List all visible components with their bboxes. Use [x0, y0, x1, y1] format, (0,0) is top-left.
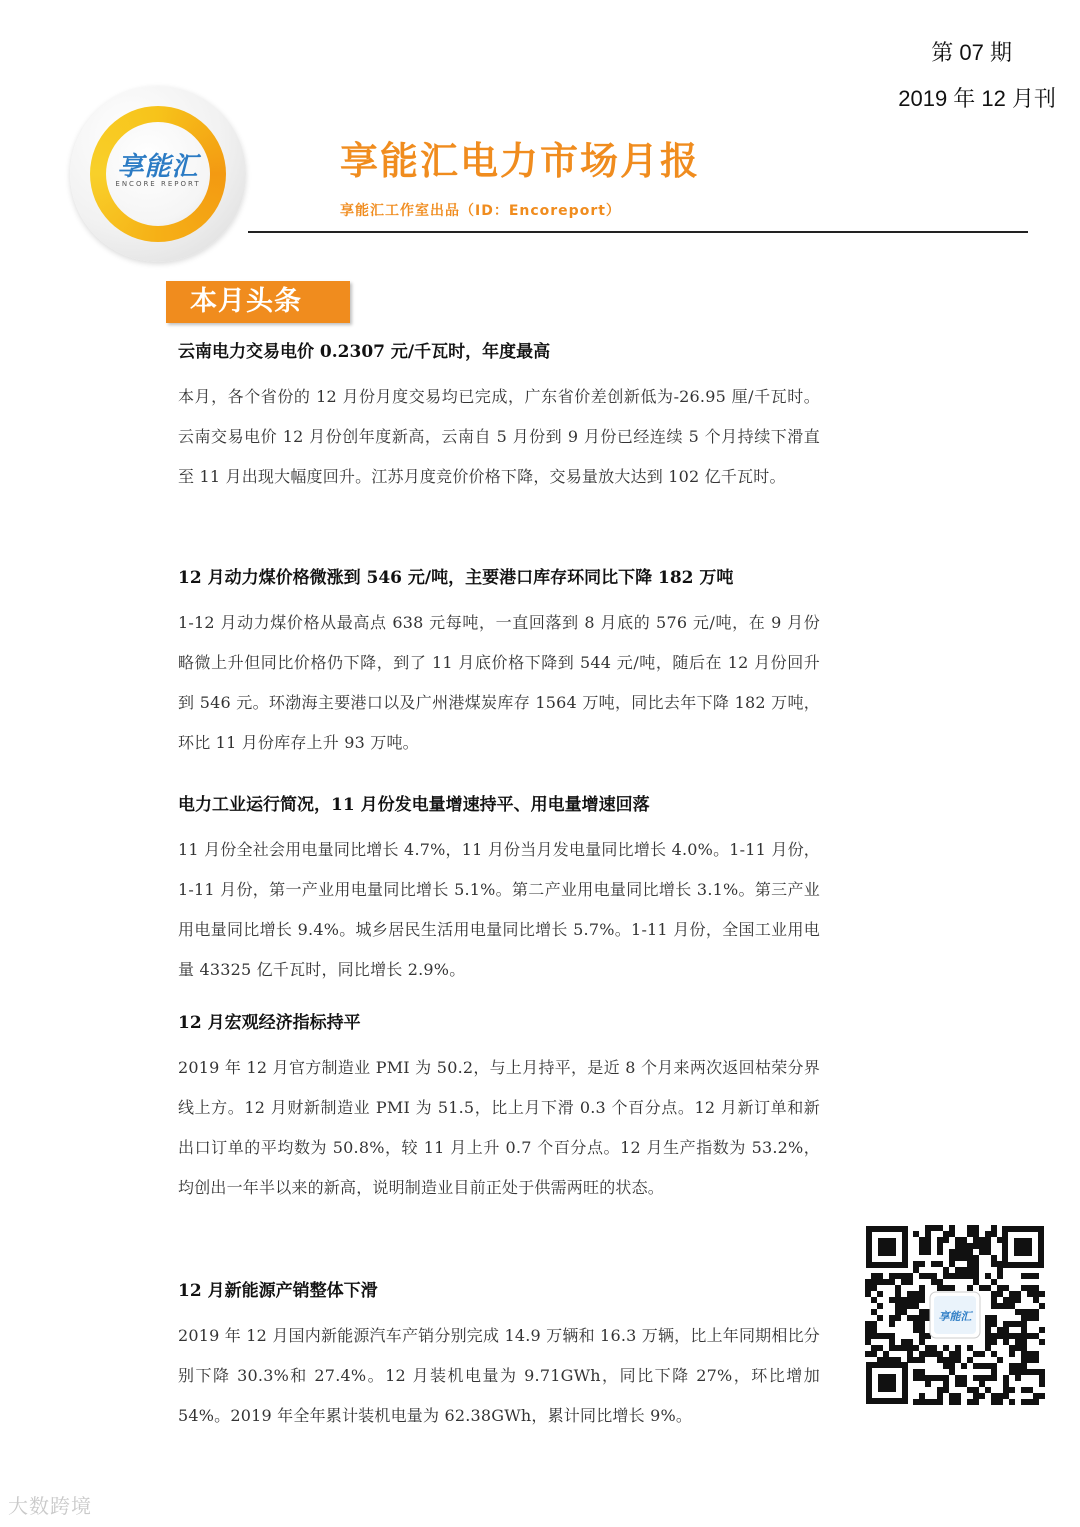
issue-date: 2019 年 12 月刊 — [898, 86, 1056, 111]
logo-subtext: ENCORE REPORT — [115, 180, 201, 188]
article-2 — [178, 567, 820, 763]
watermark: 大数跨境 — [8, 1494, 92, 1518]
article-title: 12 月新能源产销整体下滑 — [178, 1281, 378, 1301]
article-title: 12 月宏观经济指标持平 — [178, 1013, 361, 1033]
qr-code-graphic — [862, 1222, 1048, 1408]
article-title: 电力工业运行简况，11 月份发电量增速持平、用电量增速回落 — [178, 795, 650, 815]
article-title: 12 月动力煤价格微涨到 546 元/吨，主要港口库存环同比下降 182 万吨 — [178, 568, 734, 588]
article-body: 2019 年 12 月国内新能源汽车产销分别完成 14.9 万辆和 16.3 万辆，比上年同期相比分别下降 30.3%和 27.4%。12 月装机电量为 9.71GWh，同比下降 27%，环比增加 54%。2019 年全年累计装机电量为 62.38GWh，累计同比增长 9%。 — [178, 1326, 820, 1425]
report-title: 享能汇电力市场月报 — [340, 139, 701, 183]
qr-center-logo: 享能汇 — [938, 1310, 972, 1323]
article-4 — [178, 1012, 820, 1208]
article-3 — [178, 794, 820, 990]
qr-code — [862, 1222, 1048, 1408]
article-body: 1-12 月动力煤价格从最高点 638 元每吨，一直回落到 8 月底的 576 元/吨，在 9 月份略微上升但同比价格仍下降，到了 11 月底价格下降到 544 元/吨，随后在 12 月份回升到 546 元。环渤海主要港口以及广州港煤炭库存 1564 万吨，同比去年下降 182 万吨，环比 11 月份库存上升 93 万吨。 — [178, 613, 820, 752]
article-title: 云南电力交易电价 0.2307 元/千瓦时，年度最高 — [178, 342, 551, 362]
article-body: 本月，各个省份的 12 月份月度交易均已完成，广东省价差创新低为-26.95 厘/千瓦时。云南交易电价 12 月份创年度新高，云南自 5 月份到 9 月份已经连续 5 个月持续下滑直至 11 月出现大幅度回升。江苏月度竞价价格下降，交易量放大达到 102 亿千瓦时。 — [178, 387, 820, 486]
article-body: 2019 年 12 月官方制造业 PMI 为 50.2，与上月持平，是近 8 个月来两次返回枯荣分界线上方。12 月财新制造业 PMI 为 51.5，比上月下滑 0.3 个百分点。12 月新订单和新出口订单的平均数为 50.8%，较 11 月上升 0.7 个百分点。12 月生产指数为 53.2%，均创出一年半以来的新高，说明制造业目前正处于供需两旺的状态。 — [178, 1058, 820, 1197]
report-subtitle: 享能汇工作室出品（ID：Encoreport） — [340, 203, 621, 219]
section-heading-badge: 本月头条 — [166, 281, 350, 323]
article-5 — [178, 1280, 820, 1436]
logo — [70, 86, 246, 262]
issue-number: 第 07 期 — [931, 40, 1012, 65]
article-body: 11 月份全社会用电量同比增长 4.7%，11 月份当月发电量同比增长 4.0%。1-11 月份，1-11 月份，第一产业用电量同比增长 5.1%。第二产业用电量同比增长 3.1%。第三产业用电量同比增长 9.4%。城乡居民生活用电量同比增长 5.7%。1-11 月份，全国工业用电量 43325 亿千瓦时，同比增长 2.9%。 — [178, 840, 820, 979]
logo-text: 享能汇 — [117, 152, 199, 182]
header-divider — [248, 231, 1028, 233]
article-1 — [178, 341, 820, 497]
